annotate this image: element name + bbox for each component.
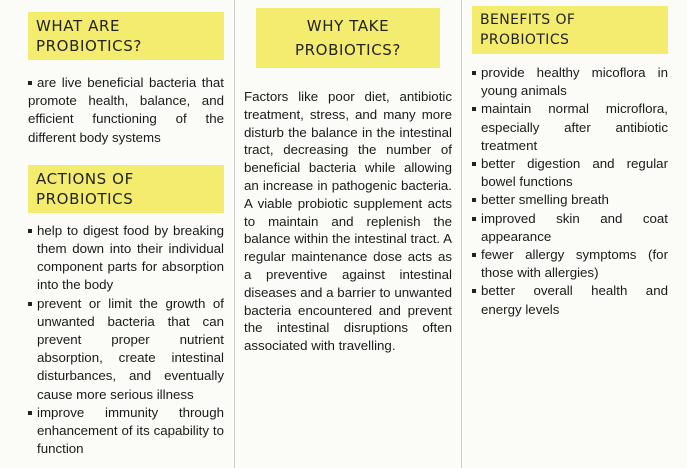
bullet-icon bbox=[472, 217, 476, 221]
list-item: improved skin and coat appearance bbox=[472, 210, 668, 246]
heading-why-take-probiotics: WHY TAKE PROBIOTICS? bbox=[256, 8, 440, 68]
bullet-icon bbox=[472, 289, 476, 293]
column-divider bbox=[234, 0, 235, 468]
bullet-icon bbox=[472, 198, 476, 202]
column-what-are-probiotics bbox=[28, 0, 224, 458]
bullet-icon bbox=[28, 302, 32, 306]
bullet-icon bbox=[472, 253, 476, 257]
bullet-icon bbox=[472, 71, 476, 75]
column-benefits-of-probiotics bbox=[472, 0, 668, 319]
bullet-icon bbox=[28, 81, 32, 85]
list-item: better overall health and energy levels bbox=[472, 282, 668, 318]
bullet-icon bbox=[28, 229, 32, 233]
intro-item bbox=[28, 74, 224, 147]
list-item: fewer allergy symptoms (for those with allergies) bbox=[472, 246, 668, 282]
heading-what-are-probiotics: WHAT ARE PROBIOTICS? bbox=[28, 12, 224, 60]
actions-list bbox=[28, 222, 224, 459]
column-why-take-probiotics bbox=[244, 0, 452, 355]
list-item: better digestion and regular bowel functions bbox=[472, 155, 668, 191]
benefits-list bbox=[472, 64, 668, 319]
heading-benefits-of-probiotics: BENEFITS OF PROBIOTICS bbox=[472, 6, 668, 54]
column-divider bbox=[461, 0, 462, 468]
list-item: provide healthy micoflora in young animals bbox=[472, 64, 668, 100]
list-item: prevent or limit the growth of unwanted bacteria that can prevent proper nutrient absorption, create intestinal disturbances, and eventually cause more serious illness bbox=[28, 295, 224, 404]
list-item: better smelling breath bbox=[472, 191, 668, 209]
bullet-icon bbox=[28, 411, 32, 415]
why-take-body: Factors like poor diet, antibiotic treatment, stress, and many more disturb the balance in the intestinal tract, decreasing the number of beneficial bacteria while allowing an increase in pathogenic bacteria. A viable probiotic supplement acts to maintain and replenish the balance within the intestinal tract. A regular maintenance dose acts as a preventive against intestinal diseases and a barrier to unwanted bacteria encountered and prevent the intestinal disruptions often associated with travelling. bbox=[244, 89, 452, 354]
intro-text: are live beneficial bacteria that promote health, balance, and efficient functioning of the different body systems bbox=[28, 75, 224, 145]
heading-actions-of-probiotics: ACTIONS OF PROBIOTICS bbox=[28, 165, 224, 213]
bullet-icon bbox=[472, 162, 476, 166]
bullet-icon bbox=[472, 107, 476, 111]
list-item: help to digest food by breaking them down into their individual component parts for absorption into the body bbox=[28, 222, 224, 295]
list-item: improve immunity through enhancement of its capability to function bbox=[28, 404, 224, 459]
list-item: maintain normal microflora, especially after antibiotic treatment bbox=[472, 100, 668, 155]
